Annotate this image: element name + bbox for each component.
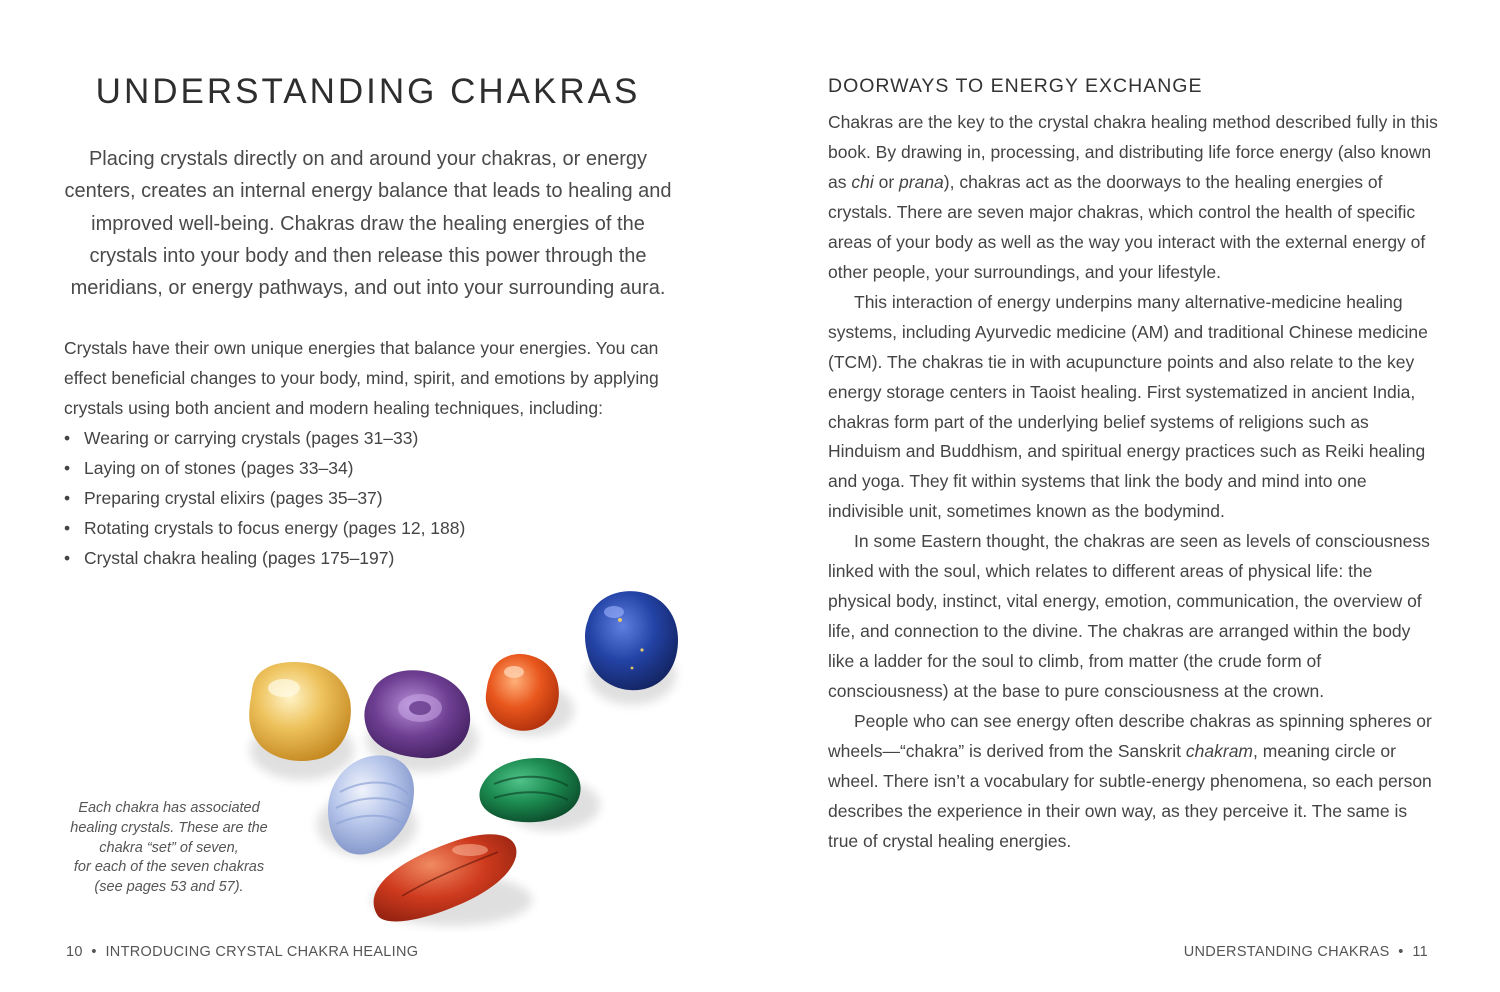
- body-paragraph: People who can see energy often describe chakras as spinning spheres or wheels—“chakra” is derived from the Sanskrit chakram, meaning circle or wheel. There isn’t a vocabulary for subtle-energy phenomena, so each person describes the experience in their own way, as they perceive it. The same is true of crystal healing energies.: [828, 711, 1432, 851]
- lapis-lazuli-stone: [585, 591, 678, 690]
- malachite-stone: [479, 758, 580, 822]
- citrine-stone: [249, 662, 351, 761]
- intro-paragraph: Placing crystals directly on and around your chakras, or energy centers, creates an internal energy balance that leads to healing and improved well-being. Chakras draw the healing energies of the crystals into your body and then release this power through the meridians, or energy pathways, and out into your surrounding aura.: [64, 148, 672, 300]
- footer-separator: •: [91, 944, 97, 960]
- right-body: [828, 108, 1440, 857]
- list-item: • Preparing crystal elixirs (pages 35–37): [64, 483, 684, 513]
- body-paragraph: This interaction of energy underpins many alternative-medicine healing systems, including Ayurvedic medicine (AM) and traditional Chinese medicine (TCM). The chakras tie in with acupuncture points and also relate to the key energy storage centers in Taoist healing. First systematized in ancient India, chakras form part of the underlying belief systems of religions such as Hinduism and Buddhism, and spiritual energy practices such as Reiki healing and yoga. They fit within systems that link the body and mind into one indivisible unit, sometimes known as the bodymind.: [828, 291, 1428, 522]
- body-paragraph: Chakras are the key to the crystal chakra healing method described fully in this book. By drawing in, processing, and distributing life force energy (also known as chi or prana), chakras act as the doorways to the healing energies of crystals. There are seven major chakras, which control the health of specific areas of your body as well as the way you interact with the external energy of other people, your surroundings, and your lifestyle.: [828, 112, 1438, 282]
- page-title: UNDERSTANDING CHAKRAS: [95, 72, 641, 111]
- caption-line: Each chakra has associated: [78, 800, 260, 816]
- body-paragraph: Crystals have their own unique energies that balance your energies. You can effect beneficial changes to your body, mind, spirit, and emotions by applying crystals using both ancient and modern healing techniques, including:: [64, 338, 659, 418]
- page-number: 10: [66, 944, 83, 960]
- section-heading: DOORWAYS TO ENERGY EXCHANGE: [828, 75, 1203, 97]
- caption-line: for each of the seven chakras: [73, 859, 265, 876]
- body-paragraph: In some Eastern thought, the chakras are seen as levels of consciousness linked with the soul, which relates to different areas of physical life: the physical body, instinct, vital energy, emotion, communication, the overview of life, and connection to the divine. The chakras are arranged within the body like a ladder for the soul to climb, from matter (the crude form of consciousness) at the base to pure consciousness at the crown.: [828, 531, 1430, 702]
- list-item: • Laying on of stones (pages 33–34): [64, 453, 684, 483]
- right-page: [750, 0, 1500, 992]
- running-head: UNDERSTANDING CHAKRAS: [1183, 944, 1390, 960]
- footer-right: [1184, 944, 1428, 960]
- list-item: • Crystal chakra healing (pages 175–197): [64, 543, 684, 573]
- running-head: INTRODUCING CRYSTAL CHAKRA HEALING: [105, 944, 419, 960]
- caption-line: (see pages 53 and 57).: [94, 879, 244, 896]
- carnelian-stone: [486, 654, 559, 731]
- caption-line: chakra “set” of seven,: [99, 839, 239, 856]
- left-body: [64, 333, 684, 573]
- footer-left: [66, 944, 418, 960]
- caption-line: healing crystals. These are the: [70, 819, 268, 836]
- list-item: • Wearing or carrying crystals (pages 31–33): [64, 423, 684, 453]
- page-number: 11: [1412, 944, 1428, 960]
- crystal-stones-photo: [232, 580, 712, 932]
- technique-list: [64, 423, 684, 573]
- footer-separator: •: [1398, 944, 1404, 960]
- list-item: • Rotating crystals to focus energy (pages 12, 188): [64, 513, 684, 543]
